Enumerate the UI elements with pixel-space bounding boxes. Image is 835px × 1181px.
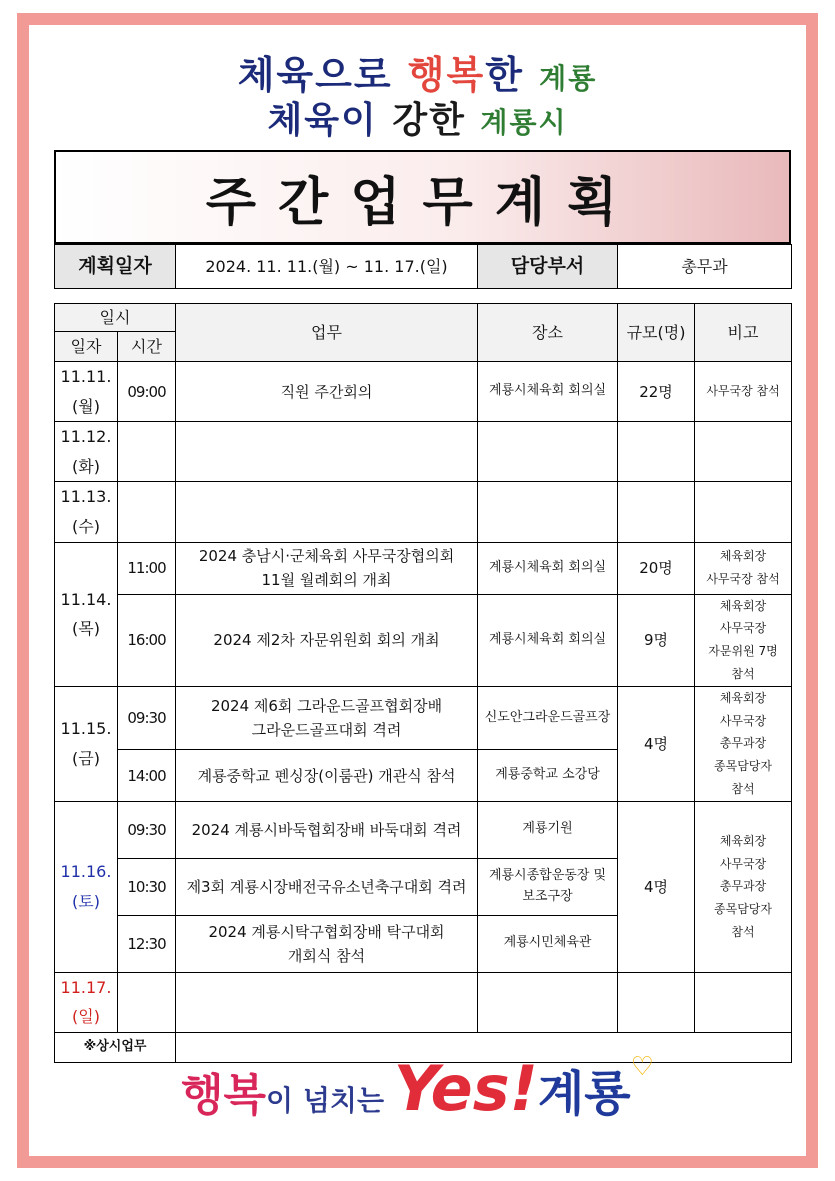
place-cell: [478, 594, 618, 686]
slogan-word: 계룡: [539, 62, 598, 95]
date-text: 11.11.: [60, 367, 112, 386]
place-cell: [478, 972, 618, 1032]
date-text: 11.16.: [60, 862, 112, 882]
note-text: 사무국장 참석: [706, 572, 780, 587]
dept-value: 총무과: [618, 245, 792, 289]
place-cell: [478, 482, 618, 542]
place-cell: [478, 801, 618, 858]
note-text: 참석: [731, 924, 755, 939]
date-cell: [55, 801, 118, 972]
note-text: 체육회장: [719, 598, 767, 613]
place-text: 계룡시민체육관: [503, 935, 592, 951]
place-text: 계룡시체육회 회의실: [488, 559, 607, 575]
scale-cell: 4명: [618, 686, 695, 801]
task-cell: [176, 858, 478, 915]
place-text: 계룡시체육회 회의실: [488, 383, 607, 399]
place-text: 계룡시종합운동장 및: [488, 867, 607, 883]
note-cell: [695, 801, 792, 972]
task-text: 제3회 계룡시장배전국유소년축구대회 격려: [186, 877, 467, 896]
scale-cell: 22명: [618, 362, 695, 422]
scale-cell: [618, 972, 695, 1032]
task-text: 2024 충남시·군체육회 사무국장협의회: [198, 547, 455, 566]
note-text: 사무국장: [719, 713, 767, 728]
task-cell: [176, 362, 478, 422]
place-cell: [478, 858, 618, 915]
date-cell: [55, 542, 118, 686]
date-cell: [55, 972, 118, 1032]
weekday-text: (토): [72, 891, 100, 911]
slogan-word: 강한: [392, 100, 481, 141]
task-text: 2024 계룡시탁구협회장배 탁구대회: [208, 922, 445, 941]
dept-label: 담당부서: [478, 245, 618, 289]
note-text: 체육회장: [719, 690, 767, 705]
date-text: 11.17.: [60, 977, 112, 997]
slogan-line-1: [0, 44, 835, 99]
scale-cell: 4명: [618, 801, 695, 972]
task-text: 개회식 참석: [287, 946, 366, 965]
weekday-text: (화): [72, 456, 100, 476]
place-cell: [478, 750, 618, 801]
place-cell: [478, 686, 618, 750]
place-cell: [478, 915, 618, 972]
date-text: 11.12.: [60, 427, 112, 447]
note-text: 총무과장: [719, 879, 767, 894]
time-cell: [118, 422, 176, 482]
scale-cell: [618, 482, 695, 542]
place-cell: [478, 362, 618, 422]
note-text: 자문위원 7명: [708, 644, 778, 659]
time-cell: 11:00: [118, 542, 176, 594]
place-text: 계룡기원: [522, 821, 573, 837]
slogan-line-2: [0, 92, 835, 143]
page-title: 주간업무계획: [205, 172, 640, 233]
note-text: 체육회장: [719, 549, 767, 564]
header-time: 시간: [118, 332, 176, 362]
footer-logo: [0, 1052, 835, 1125]
header-place: 장소: [478, 304, 618, 362]
header-date: 일자: [55, 332, 118, 362]
note-cell: [695, 482, 792, 542]
task-cell: [176, 801, 478, 858]
note-text: 사무국장 참석: [706, 384, 780, 399]
date-cell: [55, 362, 118, 422]
place-cell: [478, 542, 618, 594]
note-text: 종목담당자: [714, 902, 772, 917]
note-text: 사무국장: [719, 621, 767, 636]
note-cell: [695, 972, 792, 1032]
slogan-word: 계룡시: [480, 106, 568, 139]
header-scale: 규모(명): [618, 304, 695, 362]
note-text: 사무국장: [719, 856, 767, 871]
task-cell: [176, 686, 478, 750]
place-text: 보조구장: [522, 888, 573, 904]
task-cell: [176, 422, 478, 482]
date-text: 11.15.: [60, 719, 112, 739]
task-cell: [176, 594, 478, 686]
task-text: 직원 주간회의: [280, 382, 373, 401]
weekday-text: (수): [72, 516, 100, 536]
time-cell: 14:00: [118, 750, 176, 801]
task-cell: [176, 750, 478, 801]
plan-date-value: 2024. 11. 11.(월) ~ 11. 17.(일): [176, 245, 478, 289]
regular-task-label: ※상시업무: [55, 1032, 176, 1062]
schedule-table: [54, 303, 792, 1063]
date-text: 11.13.: [60, 487, 112, 507]
date-cell: [55, 482, 118, 542]
date-cell: [55, 686, 118, 801]
time-cell: 09:30: [118, 801, 176, 858]
date-cell: [55, 422, 118, 482]
weekday-text: (목): [72, 619, 100, 639]
task-cell: [176, 915, 478, 972]
time-cell: 09:30: [118, 686, 176, 750]
header-task: 업무: [176, 304, 478, 362]
note-text: 총무과장: [719, 736, 767, 751]
note-cell: [695, 542, 792, 594]
weekday-text: (금): [72, 748, 100, 768]
info-table: [54, 244, 792, 289]
title-box: [54, 150, 791, 244]
date-text: 11.14.: [60, 589, 112, 609]
time-cell: 12:30: [118, 915, 176, 972]
note-cell: [695, 422, 792, 482]
place-text: 신도안그라운드골프장: [484, 709, 611, 725]
heart-icon: ♡: [630, 1052, 654, 1082]
task-text: 11월 월례회의 개최: [261, 571, 392, 590]
scale-cell: 9명: [618, 594, 695, 686]
time-cell: [118, 482, 176, 542]
scale-cell: [618, 422, 695, 482]
footer-word: 계룡: [537, 1066, 631, 1122]
note-text: 종목담당자: [714, 759, 772, 774]
slogan-word: 체육: [267, 100, 341, 141]
header-note: 비고: [695, 304, 792, 362]
place-text: 계룡중학교 소강당: [495, 767, 600, 783]
slogan-word: 행복: [407, 53, 486, 97]
slogan-word: 체육: [237, 53, 316, 97]
task-text: 계룡중학교 펜싱장(이룸관) 개관식 참석: [197, 766, 456, 785]
slogan-word: 한: [485, 53, 540, 97]
place-cell: [478, 422, 618, 482]
task-text: 2024 계룡시바둑협회장배 바둑대회 격려: [191, 820, 462, 839]
time-cell: [118, 972, 176, 1032]
note-cell: [695, 362, 792, 422]
note-text: 체육회장: [719, 833, 767, 848]
slogan-word: 이: [341, 100, 393, 141]
slogan-word: 으로: [315, 53, 408, 97]
footer-word: 행복: [181, 1070, 267, 1121]
footer-word: 이 넘치는: [266, 1084, 394, 1117]
note-cell: [695, 594, 792, 686]
task-cell: [176, 482, 478, 542]
weekday-text: (일): [72, 1007, 100, 1027]
task-cell: [176, 972, 478, 1032]
weekday-text: (월): [72, 396, 100, 416]
scale-cell: 20명: [618, 542, 695, 594]
footer-word: Yes!: [393, 1052, 538, 1125]
task-cell: [176, 542, 478, 594]
note-text: 참석: [731, 666, 755, 681]
task-text: 2024 제2차 자문위원회 회의 개최: [213, 631, 440, 650]
place-text: 계룡시체육회 회의실: [488, 631, 607, 647]
time-cell: 10:30: [118, 858, 176, 915]
time-cell: 16:00: [118, 594, 176, 686]
note-cell: [695, 686, 792, 801]
task-text: 그라운드골프대회 격려: [251, 721, 402, 740]
plan-date-label: 계획일자: [55, 245, 176, 289]
header-datetime: 일시: [55, 304, 176, 332]
note-text: 참석: [731, 781, 755, 796]
task-text: 2024 제6회 그라운드골프협회장배: [210, 697, 443, 716]
time-cell: 09:00: [118, 362, 176, 422]
